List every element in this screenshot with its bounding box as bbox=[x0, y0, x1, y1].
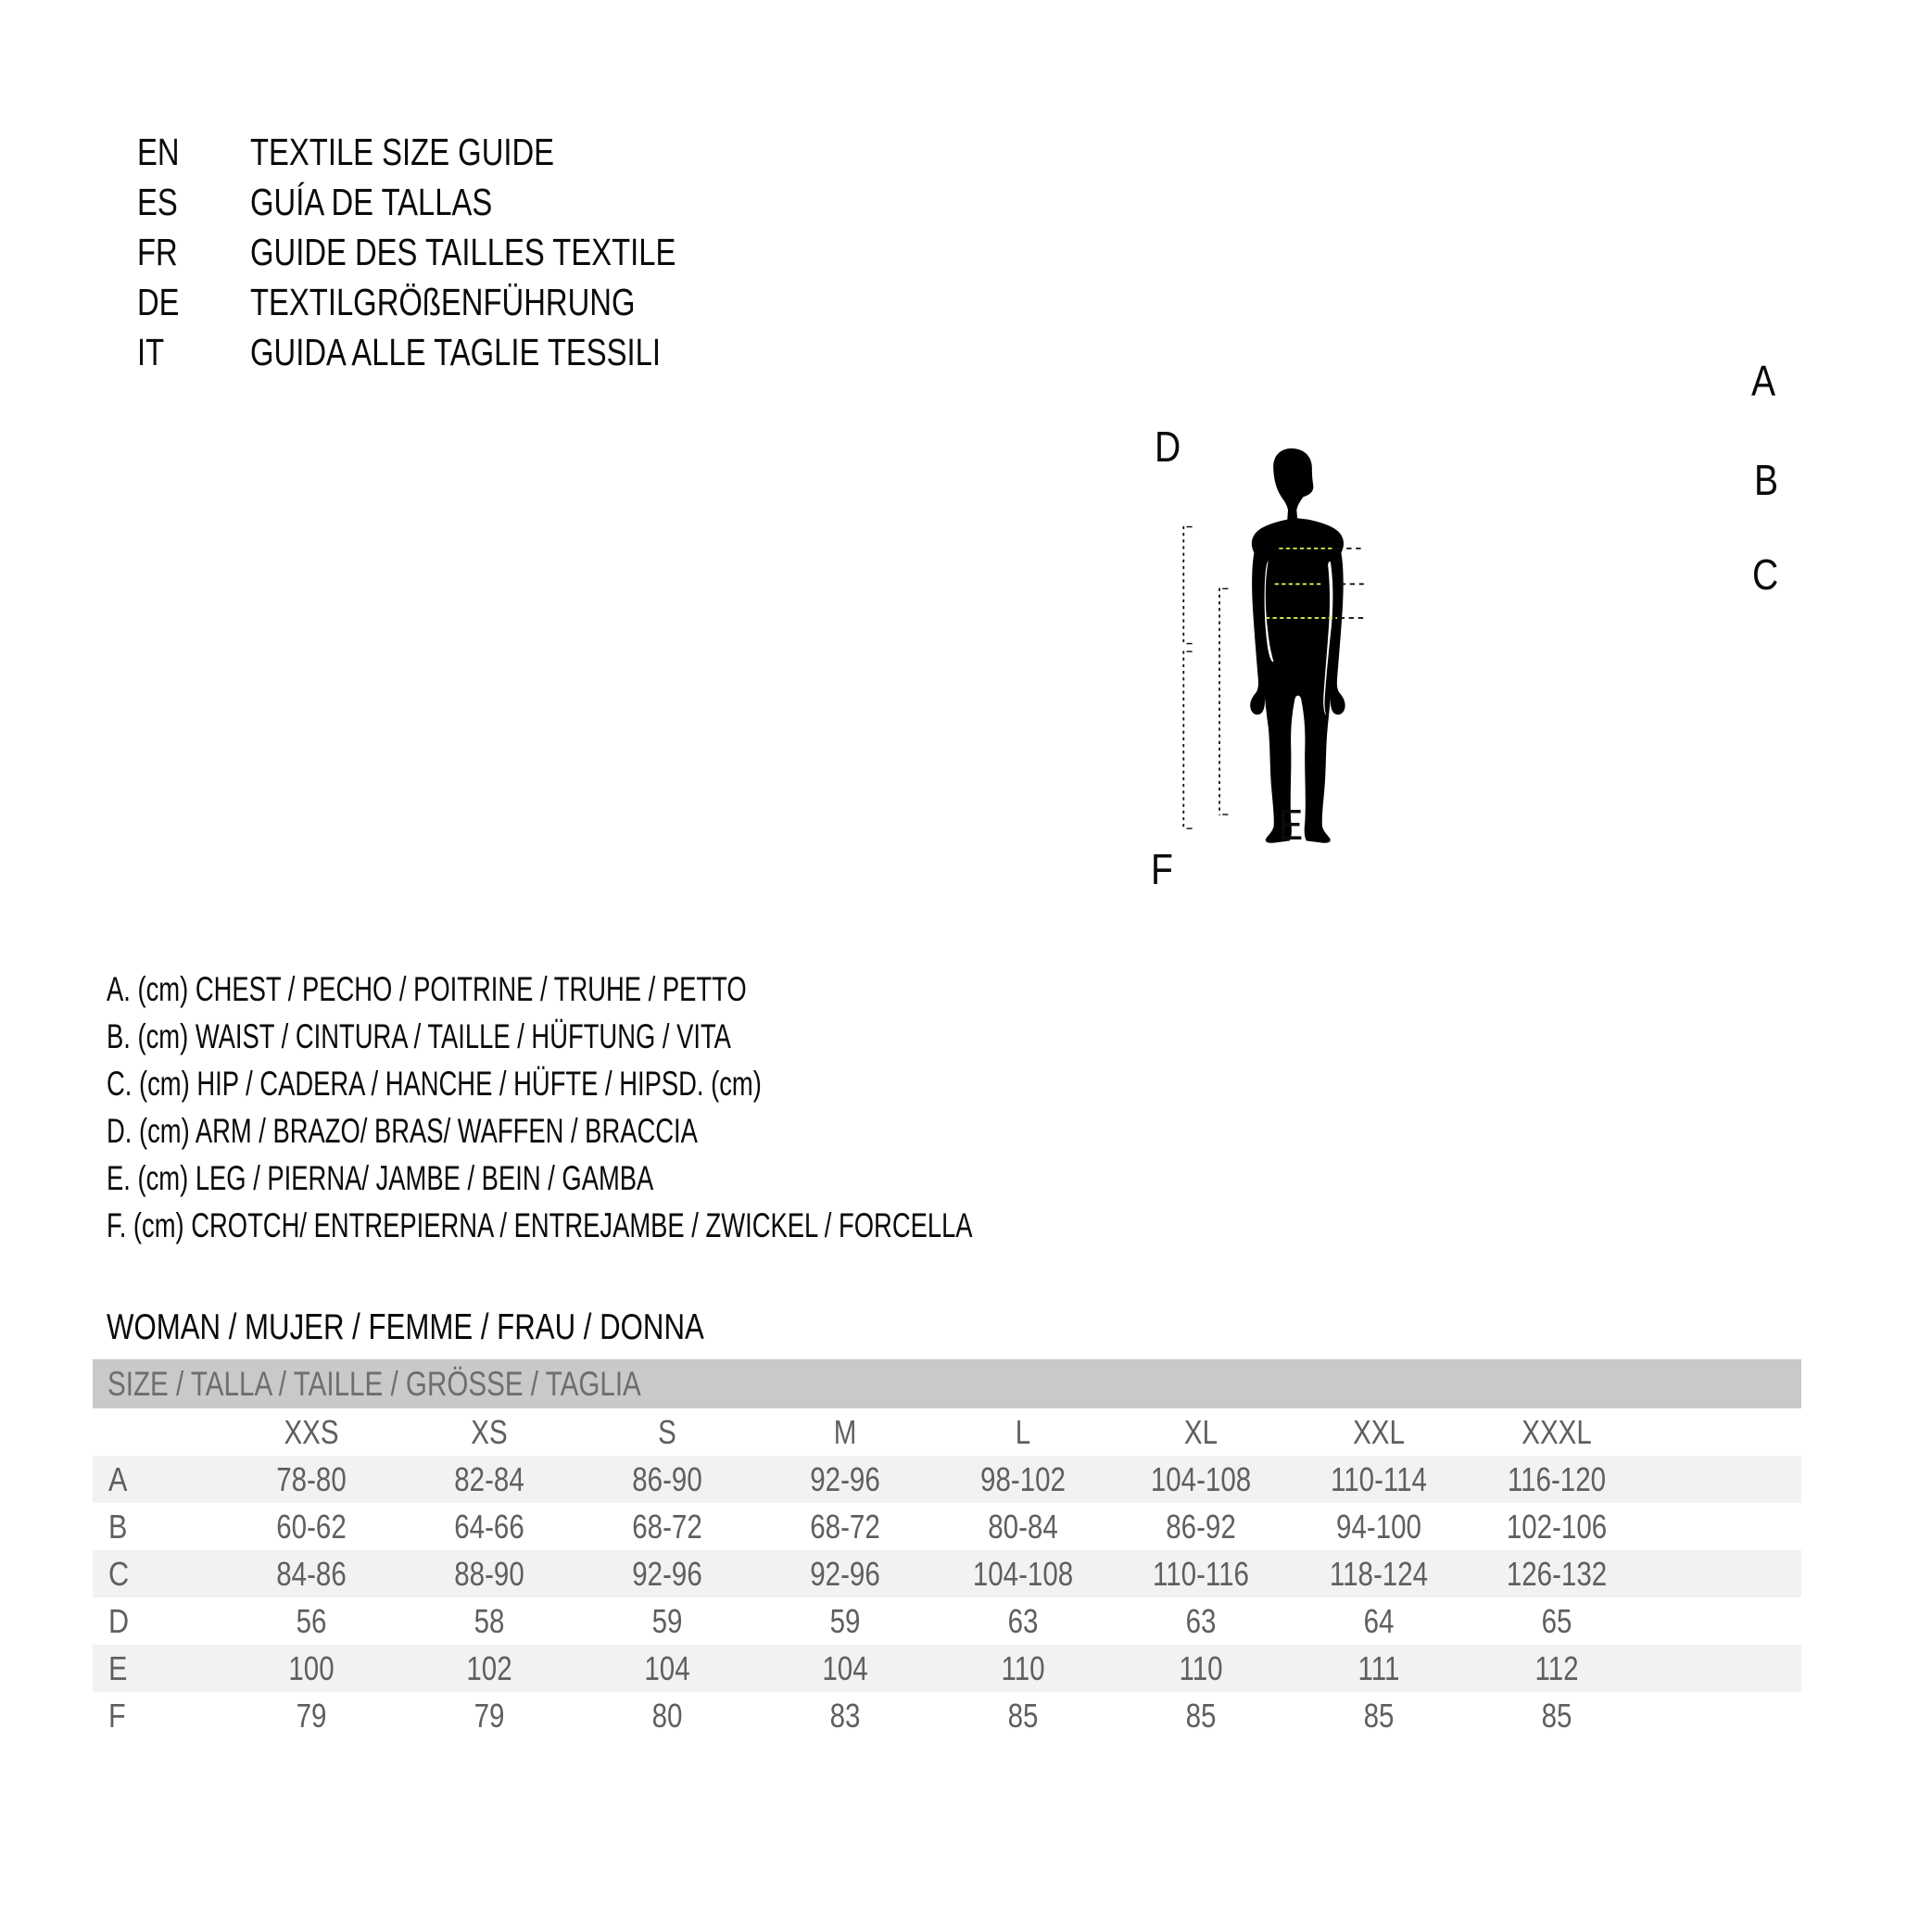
table-cell: 92-96 bbox=[632, 1554, 702, 1593]
table-row bbox=[93, 1645, 1801, 1692]
language-row bbox=[137, 280, 731, 324]
column-header: XS bbox=[471, 1412, 508, 1451]
size-table-header-row bbox=[93, 1408, 1801, 1456]
table-row bbox=[93, 1597, 1801, 1645]
woman-silhouette bbox=[1250, 448, 1345, 843]
label-F: F bbox=[1151, 845, 1173, 893]
table-cell: 84-86 bbox=[276, 1554, 347, 1593]
language-row bbox=[137, 330, 764, 374]
language-code: IT bbox=[137, 331, 165, 373]
table-cell: 110-116 bbox=[1153, 1554, 1249, 1593]
table-cell: 118-124 bbox=[1329, 1554, 1429, 1593]
table-cell: 56 bbox=[296, 1601, 327, 1640]
guide-title: TEXTILE SIZE GUIDE bbox=[250, 131, 555, 173]
column-header: XL bbox=[1183, 1412, 1219, 1451]
table-cell: 80-84 bbox=[988, 1507, 1058, 1546]
row-label: E bbox=[108, 1648, 128, 1687]
table-cell: 68-72 bbox=[810, 1507, 880, 1546]
measurement-definition: A. (cm) CHEST / PECHO / POITRINE / TRUHE / PETTO bbox=[107, 970, 747, 1008]
table-cell: 80 bbox=[651, 1696, 683, 1735]
table-cell: 79 bbox=[296, 1696, 327, 1735]
column-header: XXS bbox=[284, 1412, 339, 1451]
arm-line-D bbox=[1183, 526, 1192, 645]
label-E: E bbox=[1279, 801, 1304, 849]
measurement-definition: B. (cm) WAIST / CINTURA / TAILLE / HÜFTUNG / VITA bbox=[107, 1017, 731, 1055]
table-cell: 58 bbox=[474, 1601, 505, 1640]
table-cell: 60-62 bbox=[276, 1507, 347, 1546]
column-header: L bbox=[1015, 1412, 1031, 1451]
row-label: B bbox=[108, 1507, 128, 1546]
table-cell: 102-106 bbox=[1506, 1507, 1608, 1546]
table-cell: 102 bbox=[466, 1648, 512, 1687]
table-cell: 112 bbox=[1534, 1648, 1579, 1687]
measurement-definition: D. (cm) ARM / BRAZO/ BRAS/ WAFFEN / BRACCIA bbox=[107, 1112, 698, 1150]
column-header: M bbox=[833, 1412, 857, 1451]
table-cell: 68-72 bbox=[632, 1507, 702, 1546]
column-header: S bbox=[658, 1412, 676, 1451]
column-header: XXL bbox=[1353, 1412, 1405, 1451]
table-cell: 104-108 bbox=[972, 1554, 1074, 1593]
table-cell: 59 bbox=[651, 1601, 683, 1640]
language-row bbox=[137, 180, 553, 224]
row-label: A bbox=[108, 1459, 128, 1498]
table-cell: 83 bbox=[829, 1696, 861, 1735]
label-A: A bbox=[1751, 357, 1776, 405]
column-header: XXXL bbox=[1522, 1412, 1592, 1451]
leg-line-E bbox=[1219, 588, 1228, 815]
language-code: EN bbox=[137, 131, 180, 173]
row-label: D bbox=[108, 1601, 130, 1640]
table-cell: 94-100 bbox=[1336, 1507, 1421, 1546]
label-C: C bbox=[1752, 550, 1779, 599]
language-row bbox=[137, 130, 630, 174]
table-cell: 85 bbox=[1185, 1696, 1217, 1735]
guide-title: GUÍA DE TALLAS bbox=[250, 181, 493, 223]
table-cell: 110 bbox=[1179, 1648, 1223, 1687]
guide-title: GUIDA ALLE TAGLIE TESSILI bbox=[250, 331, 662, 373]
table-cell: 111 bbox=[1357, 1648, 1400, 1687]
table-cell: 110-114 bbox=[1331, 1459, 1427, 1498]
table-cell: 85 bbox=[1007, 1696, 1039, 1735]
row-label: F bbox=[108, 1696, 126, 1735]
measurement-definition: E. (cm) LEG / PIERNA/ JAMBE / BEIN / GAMBA bbox=[107, 1159, 654, 1197]
table-cell: 110 bbox=[1001, 1648, 1045, 1687]
measurement-definition: F. (cm) CROTCH/ ENTREPIERNA / ENTREJAMBE / ZWICKEL / FORCELLA bbox=[107, 1206, 973, 1244]
table-row bbox=[93, 1550, 1801, 1597]
table-row bbox=[93, 1456, 1801, 1503]
gender-heading: WOMAN / MUJER / FEMME / FRAU / DONNA bbox=[107, 1307, 704, 1347]
label-D: D bbox=[1155, 423, 1181, 471]
table-row bbox=[93, 1692, 1801, 1739]
table-cell: 63 bbox=[1185, 1601, 1217, 1640]
table-cell: 98-102 bbox=[980, 1459, 1066, 1498]
table-cell: 104 bbox=[644, 1648, 690, 1687]
table-cell: 86-90 bbox=[632, 1459, 702, 1498]
language-code: DE bbox=[137, 281, 180, 323]
table-cell: 64-66 bbox=[454, 1507, 524, 1546]
table-cell: 64 bbox=[1363, 1601, 1395, 1640]
table-cell: 82-84 bbox=[454, 1459, 524, 1498]
table-cell: 85 bbox=[1541, 1696, 1572, 1735]
table-cell: 59 bbox=[829, 1601, 861, 1640]
table-cell: 116-120 bbox=[1507, 1459, 1607, 1498]
language-code: ES bbox=[137, 181, 178, 223]
table-cell: 92-96 bbox=[810, 1554, 880, 1593]
woman-silhouette-diagram bbox=[1158, 56, 1807, 1260]
table-cell: 126-132 bbox=[1506, 1554, 1608, 1593]
table-cell: 86-92 bbox=[1166, 1507, 1236, 1546]
language-code: FR bbox=[137, 231, 178, 273]
table-cell: 63 bbox=[1007, 1601, 1039, 1640]
table-cell: 100 bbox=[288, 1648, 335, 1687]
label-B: B bbox=[1754, 456, 1779, 504]
guide-title: TEXTILGRÖßENFÜHRUNG bbox=[250, 281, 636, 323]
table-cell: 88-90 bbox=[454, 1554, 524, 1593]
table-cell: 65 bbox=[1541, 1601, 1572, 1640]
language-row bbox=[137, 230, 782, 274]
row-label: C bbox=[108, 1554, 130, 1593]
crotch-line-F bbox=[1183, 650, 1192, 828]
table-cell: 85 bbox=[1363, 1696, 1395, 1735]
guide-title: GUIDE DES TAILLES TEXTILE bbox=[250, 231, 676, 273]
size-table-band: SIZE / TALLA / TAILLE / GRÖSSE / TAGLIA bbox=[93, 1359, 1801, 1408]
table-row bbox=[93, 1503, 1801, 1550]
table-cell: 104 bbox=[822, 1648, 868, 1687]
table-cell: 78-80 bbox=[276, 1459, 347, 1498]
measurement-definition: C. (cm) HIP / CADERA / HANCHE / HÜFTE / HIPSD. (cm) bbox=[107, 1065, 762, 1103]
table-cell: 104-108 bbox=[1150, 1459, 1252, 1498]
table-cell: 92-96 bbox=[810, 1459, 880, 1498]
table-cell: 79 bbox=[474, 1696, 505, 1735]
